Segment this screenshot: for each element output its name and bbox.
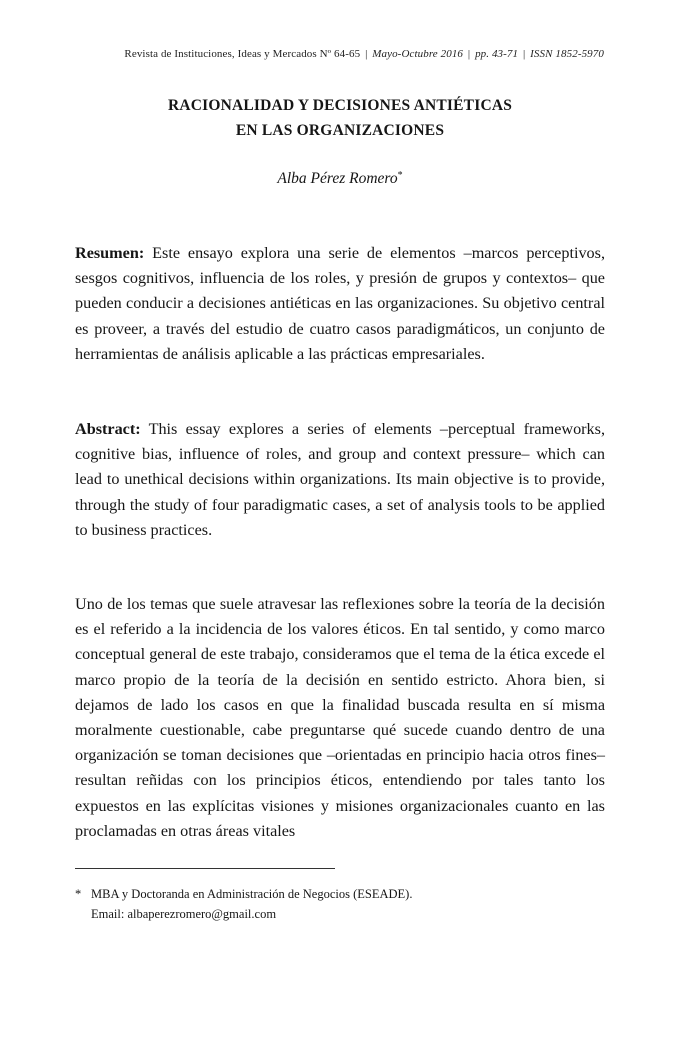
header-separator: | [467, 48, 471, 60]
footnote-affiliation: MBA y Doctoranda en Administración de Negocios (ESEADE). [91, 887, 413, 901]
page-range: pp. 43-71 [475, 48, 519, 60]
journal-name: Revista de Instituciones, Ideas y Mercados Nº 64-65 [124, 48, 361, 60]
body-paragraph: Uno de los temas que suele atravesar las reflexiones sobre la teoría de la decisión es el referido a la incidencia de los valores éticos. En tal sentido, y como marco conceptual general de este trabajo, consideramos que el tema de la ética excede el marco propio de la teoría de la decisión en sentido estricto. Ahora bien, si dejamos de lado los casos en que la finalidad buscada resulta en sí misma moralmente cuestionable, cabe preguntarse qué sucede cuando dentro de una organización se toman decisiones que –orientadas en principio hacia otros fines– resultan reñidas con los principios éticos, entendiendo por tales tanto los expuestos en las explícitas visiones y misiones organizacionales cuanto en las proclamadas en otras áreas vitales [75, 595, 605, 840]
header-separator: | [523, 48, 526, 60]
footnote-email: Email: albaperezromero@gmail.com [91, 907, 277, 921]
abstract-text: This essay explores a series of elements –perceptual frameworks, cognitive bias, influence of roles, and group and context pressure– which can lead to unethical decisions within organizations. Its main objective is to provide, through the study of four paradigmatic cases, a set of analysis tools to be applied to business practices. [75, 420, 605, 539]
footnote [75, 884, 605, 924]
header-separator: | [365, 48, 368, 60]
footnote-divider [75, 868, 335, 869]
resumen-paragraph [75, 241, 605, 367]
author [0, 170, 680, 188]
abstract-label: Abstract: [75, 420, 141, 438]
article-title [0, 93, 680, 143]
resumen-text: Este ensayo explora una serie de elementos –marcos perceptivos, sesgos cognitivos, influencia de los roles, y presión de grupos y contextos– que pueden conducir a decisiones antiéticas en las organizaciones. Su objetivo central es proveer, a través del estudio de cuatro casos paradigmáticos, un conjunto de herramientas de análisis aplicable a las prácticas empresariales. [75, 244, 605, 363]
resumen-label: Resumen: [75, 244, 145, 262]
title-line-1: RACIONALIDAD Y DECISIONES ANTIÉTICAS [167, 97, 513, 114]
footnote-line-1 [75, 884, 605, 904]
title-line-2: EN LAS ORGANIZACIONES [235, 122, 445, 139]
abstract-paragraph [75, 417, 605, 543]
footnote-mark: * [75, 887, 82, 901]
issn: ISSN 1852-5970 [530, 48, 604, 60]
issue-period: Mayo-Octubre 2016 [372, 48, 464, 60]
author-footnote-mark: * [397, 170, 403, 181]
author-name: Alba Pérez Romero [277, 170, 398, 187]
running-header [90, 48, 604, 60]
